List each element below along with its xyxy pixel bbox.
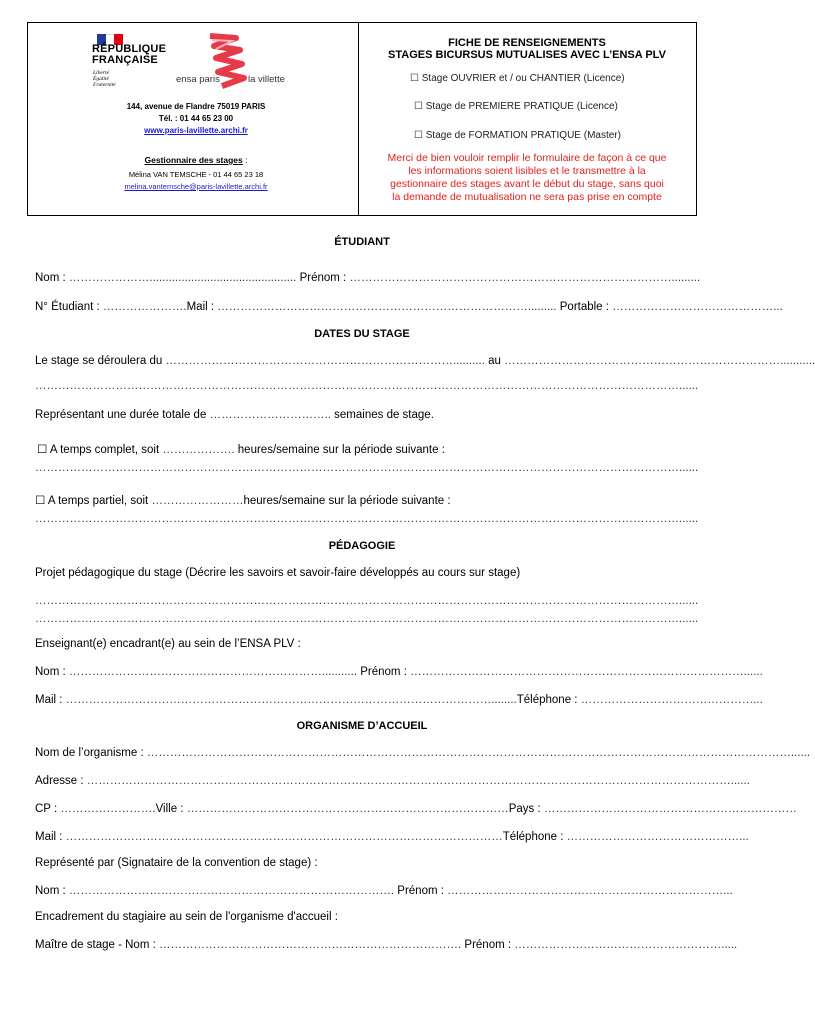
- represente-label: Représenté par (Signataire de la convention de stage) :: [35, 857, 318, 869]
- header-divider: [358, 22, 359, 216]
- enseignant-label: Enseignant(e) encadrant(e) au sein de l’ENSA PLV :: [35, 638, 301, 650]
- projet-pedagogique-label: Projet pédagogique du stage (Décrire les savoirs et savoir-faire développés au cours sur stage): [35, 567, 521, 579]
- etudiant-nom-field[interactable]: Nom : ………………….............................................. Prénom : ………………………………………………………………………….........: [35, 272, 701, 284]
- etudiant-numero-field[interactable]: N° Étudiant : ………………….Mail : ………………………………………………………………………......... Portable : ……………………………………...: [35, 301, 783, 313]
- form-title: FICHE DE RENSEIGNEMENTS STAGES BICURSUS MUTUALISES AVEC L’ENSA PLV: [388, 37, 666, 61]
- logo-ensa-text: ensa paris: [176, 74, 220, 85]
- temps-complet-field[interactable]: ☐ A temps complet, soit ………………. heures/semaine sur la période suivante :: [37, 444, 445, 456]
- enseignant-mail-field[interactable]: Mail : …………………………………………………………………………………………………........Téléphone : ………………………………………...: [35, 694, 763, 706]
- option-formation-pratique-checkbox[interactable]: ☐ Stage de FORMATION PRATIQUE (Master): [414, 130, 621, 141]
- manager-email[interactable]: melina.vantemsche@paris-lavillette.archi.fr: [124, 182, 268, 191]
- temps-partiel-line[interactable]: ……………………………………………………………………………………………………………………………………………………......: [35, 513, 699, 525]
- temps-partiel-field[interactable]: ☐ A temps partiel, soit ……………………heures/semaine sur la période suivante :: [35, 495, 451, 507]
- option-premiere-pratique-checkbox[interactable]: ☐ Stage de PREMIERE PRATIQUE (Licence): [414, 101, 618, 112]
- temps-complet-line[interactable]: ……………………………………………………………………………………………………………………………………………………......: [35, 462, 699, 474]
- section-dates: DATES DU STAGE: [314, 328, 410, 340]
- logo-villette-text: la villette: [248, 74, 285, 85]
- republique-francaise-logo: RÉPUBLIQUE FRANÇAISE: [92, 43, 167, 66]
- motto: Liberté Égalité Fraternité: [93, 70, 116, 88]
- encadrement-label: Encadrement du stagiaire au sein de l'organisme d'accueil :: [35, 911, 338, 923]
- dates-periode-field[interactable]: Le stage se déroulera du ………………………………………………………………….......... au ………………………………………………………………...........: [35, 355, 815, 367]
- option-ouvrier-checkbox[interactable]: ☐ Stage OUVRIER et / ou CHANTIER (Licence): [410, 73, 625, 84]
- organisme-adresse-field[interactable]: Adresse : ……………………………………………………………………………………………………………………………………………………......: [35, 775, 750, 787]
- dates-extra-line[interactable]: ……………………………………………………………………………………………………………………………………………………......: [35, 380, 699, 392]
- dates-duree-field[interactable]: Représentant une durée totale de ………………………….. semaines de stage.: [35, 409, 434, 421]
- section-organisme: ORGANISME D’ACCUEIL: [296, 720, 428, 732]
- representant-nom-field[interactable]: Nom : …………………………………………………………………………. Prénom : ………………………………………………………………...: [35, 885, 733, 897]
- website-link[interactable]: www.paris-lavillette.archi.fr: [144, 126, 248, 135]
- manager-label: Gestionnaire des stages :: [144, 155, 248, 165]
- projet-line-1[interactable]: ……………………………………………………………………………………………………………………………………………………......: [35, 595, 699, 607]
- organisme-cp-ville-field[interactable]: CP : …………………….Ville : …………………………………………………………………………Pays : …………………………………………………………: [35, 803, 797, 815]
- maitre-stage-field[interactable]: Maître de stage - Nom : ……………………………………………………………………. Prénom : ……………………………………………….....: [35, 939, 738, 951]
- enseignant-nom-field[interactable]: Nom : …………………………………………………………........... Prénom : ……………………………………………………………………………......: [35, 666, 763, 678]
- section-pedagogie: PÉDAGOGIE: [328, 540, 396, 552]
- address: 144, avenue de Flandre 75019 PARIS: [126, 102, 266, 111]
- notice-text: Merci de bien vouloir remplir le formulaire de façon à ce que les informations soient lisibles et le transmettre à la gestionnaire des stages avant le début du stage, sans quoi la demande de mutualisation ne sera pas prise en compte: [387, 152, 667, 203]
- organisme-mail-field[interactable]: Mail : ……………………………………………………………………………………………………Téléphone : ………………………………………...: [35, 831, 749, 843]
- organisme-nom-field[interactable]: Nom de l’organisme : ……………………………………………………………………………………………………………………………………………………......: [35, 747, 811, 759]
- projet-line-2[interactable]: ……………………………………………………………………………………………………………………………………………………......: [35, 613, 699, 625]
- section-etudiant: ÉTUDIANT: [334, 236, 390, 248]
- manager-name: Mélina VAN TEMSCHE - 01 44 65 23 18: [128, 170, 264, 179]
- phone: Tél. : 01 44 65 23 00: [158, 114, 234, 123]
